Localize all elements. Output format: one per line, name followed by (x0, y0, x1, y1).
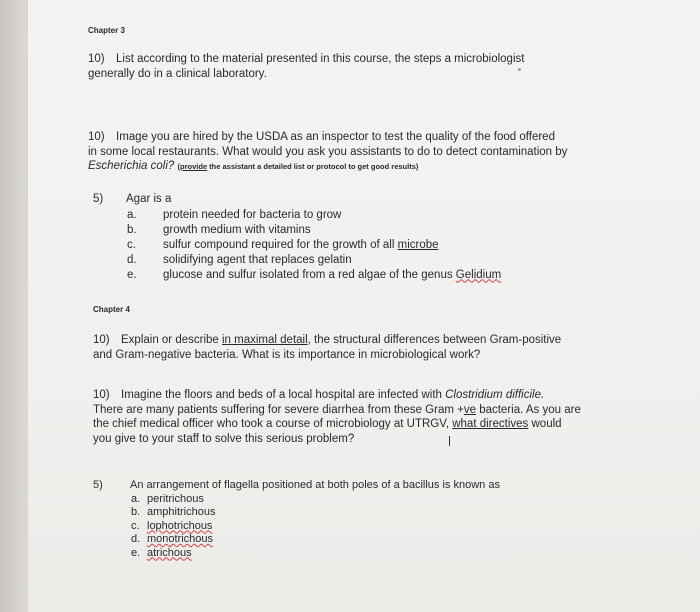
ch4-question-gram (93, 333, 613, 362)
option-text: atrichous (147, 546, 192, 559)
options-list (131, 493, 500, 561)
ch3-question-lab-steps (88, 52, 588, 81)
question-number: 5) (93, 479, 103, 491)
question-number: 10) (88, 53, 105, 65)
ch3-question-usda (88, 130, 608, 175)
ch3-question-agar (93, 192, 501, 283)
text-cursor-icon (449, 436, 456, 446)
question-stem: An arrangement of flagella positioned at both poles of a bacillus is known as (130, 479, 500, 491)
speck (518, 68, 521, 71)
option-d[interactable] (127, 253, 501, 268)
question-text: Imagine the floors and beds of a local hospital are infected with (121, 389, 446, 401)
option-letter: d. (131, 533, 141, 545)
option-text: amphitrichous (147, 506, 216, 518)
option-letter: b. (131, 506, 141, 518)
question-text-italic: Escherichia coli? (88, 160, 175, 172)
option-b[interactable] (127, 223, 501, 238)
question-text: would (528, 418, 562, 430)
question-number: 10) (93, 334, 110, 346)
option-letter: e. (131, 546, 141, 559)
option-text: lophotrichous (147, 519, 213, 532)
question-text-italic: Clostridium difficile. (445, 389, 545, 401)
option-text: sulfur compound required for the growth of all (163, 238, 398, 251)
page-shadow-edge (0, 0, 28, 612)
question-text: There are many patients suffering for severe diarrhea from these Gram + (93, 403, 464, 416)
note-paren: ( (177, 162, 180, 171)
option-letter: b. (127, 223, 137, 236)
ch4-question-hospital (93, 388, 613, 446)
note-text: the assistant a detailed list or protocol to get good results) (207, 162, 419, 171)
option-a[interactable] (127, 208, 501, 223)
option-letter: a. (127, 208, 137, 221)
chapter-3-heading: Chapter 3 (88, 26, 125, 35)
question-stem: Agar is a (126, 193, 172, 205)
question-number: 5) (93, 193, 104, 205)
option-e[interactable] (131, 547, 500, 561)
option-letter: c. (127, 238, 136, 251)
option-text: monotrichous (147, 533, 214, 545)
ch4-question-flagella (93, 478, 500, 560)
question-text: the chief medical officer who took a course of microbiology at UTRGV, (93, 418, 453, 430)
question-text-underlined: in maximal detail (222, 334, 308, 346)
question-text: in some local restaurants. What would you ask you assistants to do to detect contamination by (88, 145, 568, 158)
option-letter: a. (131, 492, 141, 505)
option-text: protein needed for bacteria to grow (163, 208, 342, 221)
question-text-underlined: ve (463, 403, 476, 416)
question-text: , the structural differences between Gram-positive (307, 334, 562, 346)
question-text: Image you are hired by the USDA as an inspector to test the quality of the food offered (116, 131, 555, 143)
question-number: 10) (88, 131, 105, 143)
question-number: 10) (93, 389, 110, 401)
question-text: List according to the material presented in this course, the steps a microbiologist (116, 53, 525, 65)
question-text: generally do in a clinical laboratory. (88, 67, 267, 80)
option-text-underlined: Gelidium (455, 268, 502, 281)
option-text: solidifying agent that replaces gelatin (163, 253, 352, 266)
option-text: growth medium with vitamins (163, 223, 311, 236)
option-c[interactable] (127, 238, 501, 253)
chapter-4-heading: Chapter 4 (93, 305, 130, 314)
option-text: glucose and sulfur isolated from a red algae of the genus (163, 268, 456, 281)
option-e[interactable] (127, 268, 501, 283)
option-a[interactable] (131, 493, 500, 507)
options-list (127, 208, 501, 283)
option-b[interactable] (131, 506, 500, 520)
question-text: you give to your staff to solve this serious problem? (93, 432, 355, 445)
note-underlined: provide (180, 162, 208, 171)
question-text-underlined: what directives (452, 418, 529, 430)
option-d[interactable] (131, 533, 500, 547)
option-c[interactable] (131, 520, 500, 534)
option-text-underlined: microbe (397, 238, 439, 251)
question-text: Explain or describe (121, 334, 222, 346)
option-letter: e. (127, 268, 137, 281)
question-text: bacteria. As you are (476, 403, 581, 416)
option-letter: d. (127, 253, 137, 266)
option-letter: c. (131, 519, 140, 532)
option-text: peritrichous (147, 492, 204, 505)
question-text: and Gram-negative bacteria. What is its importance in microbiological work? (93, 348, 481, 361)
